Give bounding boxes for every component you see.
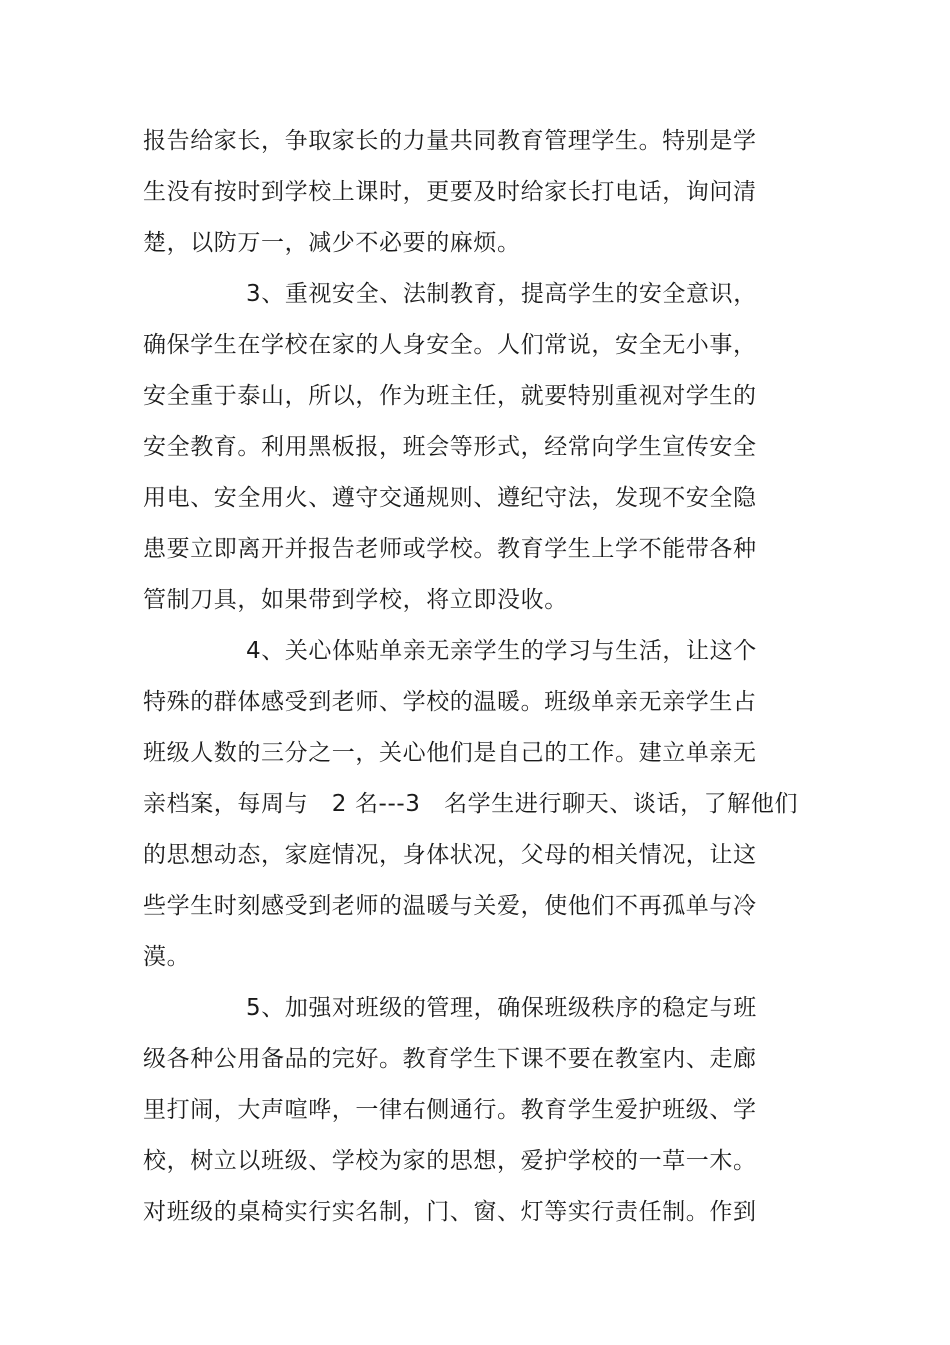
section-5-heading: 5、加强对班级的管理，确保班级秩序的稳定与班 xyxy=(246,995,757,1021)
text-line: 漠。 xyxy=(143,944,191,970)
text-line: 安全重于泰山，所以，作为班主任，就要特别重视对学生的 xyxy=(143,383,757,409)
text-line: 楚，以防万一，减少不必要的麻烦。 xyxy=(143,230,521,256)
text-line: 对班级的桌椅实行实名制，门、窗、灯等实行责任制。作到 xyxy=(143,1199,757,1225)
section-3-heading: 3、重视安全、法制教育，提高学生的安全意识， xyxy=(246,281,757,307)
text-line: 报告给家长，争取家长的力量共同教育管理学生。特别是学 xyxy=(143,128,757,154)
text-line: 确保学生在学校在家的人身安全。人们常说，安全无小事， xyxy=(143,332,757,358)
text-line: 安全教育。利用黑板报，班会等形式，经常向学生宣传安全 xyxy=(143,434,757,460)
text-line: 些学生时刻感受到老师的温暖与关爱，使他们不再孤单与冷 xyxy=(143,893,757,919)
text-line: 亲档案，每周与 2 名---3 名学生进行聊天、谈话，了解他们 xyxy=(143,791,799,817)
text-line: 特殊的群体感受到老师、学校的温暖。班级单亲无亲学生占 xyxy=(143,689,757,715)
text-line: 班级人数的三分之一，关心他们是自己的工作。建立单亲无 xyxy=(143,740,757,766)
section-4-heading: 4、关心体贴单亲无亲学生的学习与生活，让这个 xyxy=(246,638,757,664)
text-line: 级各种公用备品的完好。教育学生下课不要在教室内、走廊 xyxy=(143,1046,757,1072)
text-line: 管制刀具，如果带到学校，将立即没收。 xyxy=(143,587,568,613)
text-line: 生没有按时到学校上课时，更要及时给家长打电话，询问清 xyxy=(143,179,757,205)
text-line: 的思想动态，家庭情况，身体状况，父母的相关情况，让这 xyxy=(143,842,757,868)
text-line: 患要立即离开并报告老师或学校。教育学生上学不能带各种 xyxy=(143,536,757,562)
text-line: 校，树立以班级、学校为家的思想，爱护学校的一草一木。 xyxy=(143,1148,757,1174)
text-line: 用电、安全用火、遵守交通规则、遵纪守法，发现不安全隐 xyxy=(143,485,757,511)
text-line: 里打闹，大声喧哗，一律右侧通行。教育学生爱护班级、学 xyxy=(143,1097,757,1123)
